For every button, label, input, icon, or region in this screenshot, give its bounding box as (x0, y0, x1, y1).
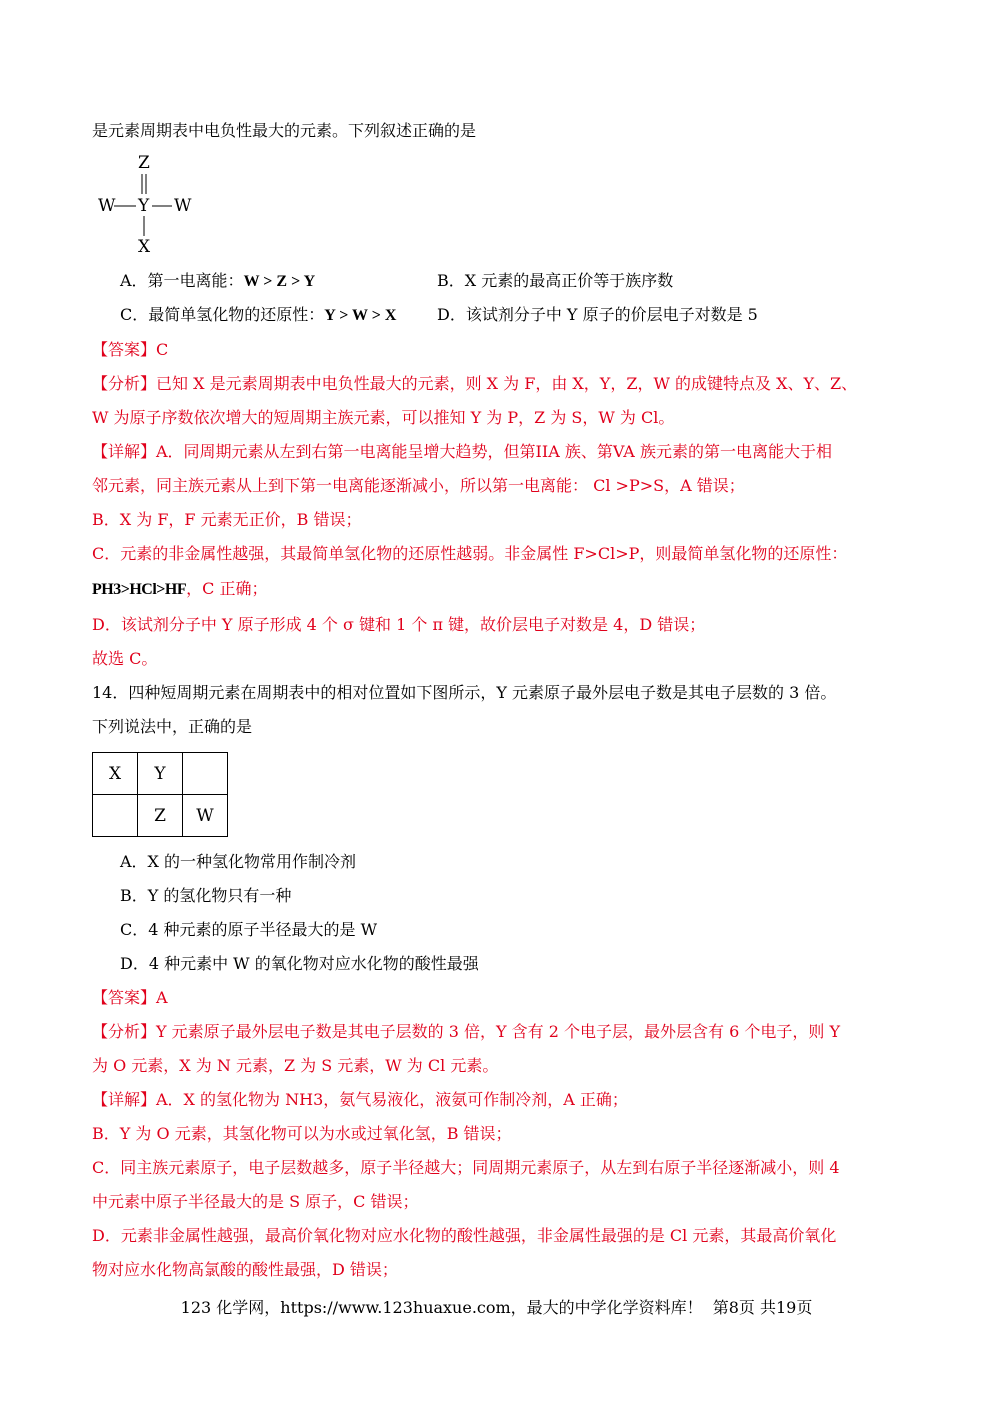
q14-detail-line6: 物对应水化物高氯酸的酸性最强，D 错误； (92, 1260, 398, 1279)
page-number: 第8页 共19页 (712, 1298, 813, 1317)
q13-detail-line5: PH3>HCl>HF，C 正确； (92, 579, 268, 598)
q13-detail-line1: 【详解】A．同周期元素从左到右第一电离能呈增大趋势，但第IIA 族、第VA 族元素的第一电离能大于相 (92, 442, 832, 461)
q13-analysis-line1: 【分析】已知 X 是元素周期表中电负性最大的元素，则 X 为 F，由 X，Y，Z，W 的成键特点及 X、Y、Z、 (92, 374, 858, 393)
q14-stem-line2: 下列说法中，正确的是 (92, 717, 253, 736)
q14-option-c: C．4 种元素的原子半径最大的是 W (120, 920, 378, 939)
q14-detail-line4: 中元素中原子半径最大的是 S 原子，C 错误； (92, 1192, 419, 1211)
q14-detail-line5: D．元素非金属性越强，最高价氧化物对应水化物的酸性越强，非金属性最强的是 Cl 元素，其最高价氧化 (92, 1226, 837, 1245)
question-stem-continuation: 是元素周期表中电负性最大的元素。下列叙述正确的是 (92, 121, 477, 140)
table-row (93, 795, 228, 837)
page-footer (0, 1297, 993, 1319)
hydride-order-formula: PH3>HCl>HF (92, 581, 187, 598)
q14-option-d: D．4 种元素中 W 的氧化物对应水化物的酸性最强 (120, 954, 479, 973)
q13-analysis-line2: W 为原子序数依次增大的短周期主族元素，可以推知 Y 为 P，Z 为 S，W 为 Cl。 (92, 408, 675, 427)
q13-detail-line2: 邻元素，同主族元素从上到下第一电离能逐渐减小，所以第一电离能： Cl >P>S，A 错误； (92, 476, 745, 495)
table-cell: X (93, 753, 138, 795)
table-cell (93, 795, 138, 837)
q14-detail-line1: 【详解】A．X 的氢化物为 NH3，氨气易液化，液氨可作制冷剂，A 正确； (92, 1090, 628, 1109)
q14-analysis-line2: 为 O 元素，X 为 N 元素，Z 为 S 元素，W 为 Cl 元素。 (92, 1056, 499, 1075)
q14-answer: 【答案】A (92, 988, 168, 1007)
q13-detail-line3: B．X 为 F，F 元素无正价，B 错误； (92, 510, 362, 529)
q14-option-a: A．X 的一种氢化物常用作制冷剂 (120, 852, 357, 871)
atom-z: Z (138, 153, 150, 173)
table-row (93, 753, 228, 795)
q13-answer: 【答案】C (92, 340, 169, 359)
atom-y: Y (138, 196, 150, 216)
q13-detail-line6: D．该试剂分子中 Y 原子形成 4 个 σ 键和 1 个 π 键，故价层电子对数是 4，D 错误； (92, 615, 706, 634)
q14-option-b: B．Y 的氢化物只有一种 (120, 886, 292, 905)
table-cell: Y (138, 753, 183, 795)
q13-option-c: C．最简单氢化物的还原性：Y > W > X (120, 305, 397, 324)
q14-detail-line3: C．同主族元素原子，电子层数越多，原子半径越大；同周期元素原子，从左到右原子半径逐渐减小，则 4 (92, 1158, 840, 1177)
footer-site: 123 化学网，https://www.123huaxue.com，最大的中学化学资料库！ (180, 1298, 703, 1317)
atom-w-right: W (174, 196, 192, 216)
q14-analysis-line1: 【分析】Y 元素原子最外层电子数是其电子层数的 3 倍，Y 含有 2 个电子层，最外层含有 6 个电子，则 Y (92, 1022, 841, 1041)
q14-stem-line1: 14．四种短周期元素在周期表中的相对位置如下图所示，Y 元素原子最外层电子数是其电子层数的 3 倍。 (92, 683, 837, 702)
table-cell: Z (138, 795, 183, 837)
atom-x: X (138, 237, 151, 257)
q13-option-b: B．X 元素的最高正价等于族序数 (437, 271, 674, 290)
periodic-position-table (92, 752, 228, 837)
q13-option-d: D．该试剂分子中 Y 原子的价层电子对数是 5 (437, 305, 758, 324)
q14-detail-line2: B．Y 为 O 元素，其氢化物可以为水或过氧化氢，B 错误； (92, 1124, 512, 1143)
structure-diagram (92, 150, 202, 262)
table-cell: W (183, 795, 228, 837)
table-cell (183, 753, 228, 795)
q13-option-a: A．第一电离能：W > Z > Y (120, 271, 316, 290)
atom-w-left: W (98, 196, 116, 216)
q13-conclusion: 故选 C。 (92, 649, 158, 668)
q13-detail-line4: C．元素的非金属性越强，其最简单氢化物的还原性越弱。非金属性 F>Cl>P，则最简单氢化物的还原性： (92, 544, 848, 563)
